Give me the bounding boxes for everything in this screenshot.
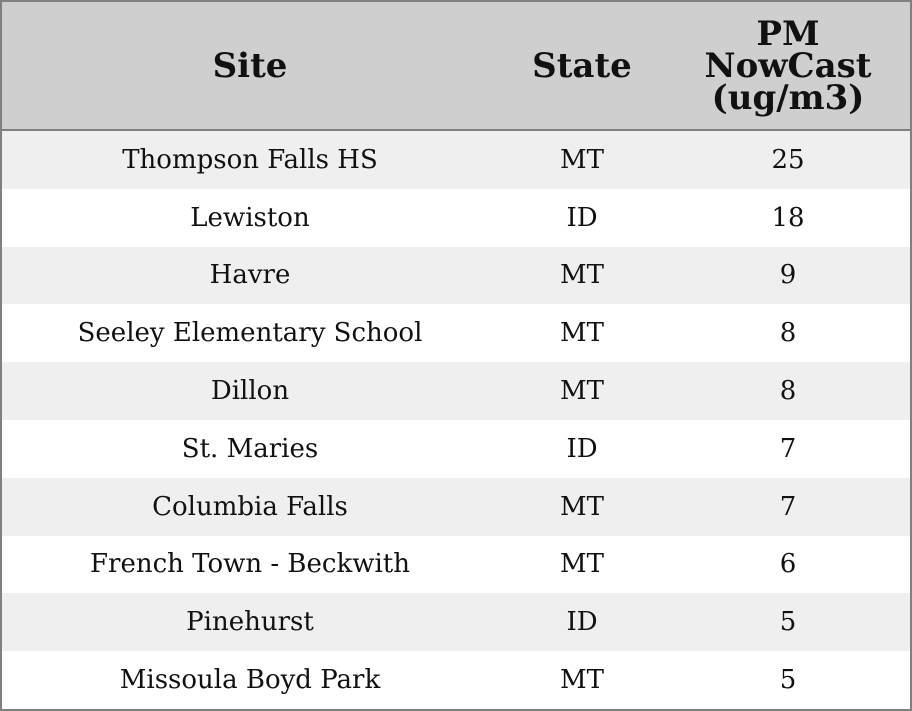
column-header-site-label: Site — [212, 45, 288, 86]
table-cell-state: MT — [560, 549, 604, 580]
table-cell-site: Seeley Elementary School — [77, 318, 423, 349]
table-row — [2, 593, 910, 651]
table-cell-pm: 5 — [779, 607, 797, 638]
table-header — [2, 2, 910, 131]
table-cell-state: MT — [560, 665, 604, 696]
table-row — [2, 304, 910, 362]
table-cell-pm: 9 — [779, 260, 797, 291]
table-cell-site: Columbia Falls — [152, 491, 348, 522]
table-row — [2, 651, 910, 709]
table-cell-state: ID — [566, 433, 598, 464]
table-cell-site: Pinehurst — [186, 607, 314, 638]
table-row — [2, 131, 910, 189]
table-cell-state: ID — [566, 202, 598, 233]
table-row — [2, 362, 910, 420]
column-header-site — [2, 2, 498, 129]
table-cell-pm: 25 — [771, 144, 805, 175]
table-cell-state: MT — [560, 318, 604, 349]
column-header-pm-line-1: PM — [756, 13, 820, 54]
table-cell-state: MT — [560, 491, 604, 522]
table-row — [2, 536, 910, 594]
table-cell-site: Thompson Falls HS — [122, 144, 378, 175]
column-header-pm-nowcast — [666, 2, 910, 129]
table-cell-pm: 7 — [779, 491, 797, 522]
table-cell-state: MT — [560, 376, 604, 407]
column-header-pm-line-2: NowCast — [704, 45, 872, 86]
table-cell-site: Missoula Boyd Park — [119, 665, 381, 696]
table-cell-site: Lewiston — [190, 202, 310, 233]
column-header-pm-line-3: (ug/m3) — [711, 77, 865, 118]
table-row — [2, 478, 910, 536]
table-row — [2, 247, 910, 305]
column-header-state-label: State — [532, 45, 632, 86]
table-cell-pm: 8 — [779, 376, 797, 407]
table-cell-pm: 5 — [779, 665, 797, 696]
table-cell-pm: 6 — [779, 549, 797, 580]
table-row — [2, 189, 910, 247]
table-cell-site: French Town - Beckwith — [89, 549, 411, 580]
table-cell-pm: 7 — [779, 433, 797, 464]
table-cell-state: MT — [560, 144, 604, 175]
table-cell-state: ID — [566, 607, 598, 638]
table-cell-site: Havre — [209, 260, 291, 291]
table-cell-pm: 8 — [779, 318, 797, 349]
table-cell-pm: 18 — [771, 202, 805, 233]
column-header-state — [498, 2, 666, 129]
table-row — [2, 420, 910, 478]
table-body — [2, 131, 910, 709]
table-cell-site: St. Maries — [181, 433, 319, 464]
table-cell-site: Dillon — [210, 376, 290, 407]
table-cell-state: MT — [560, 260, 604, 291]
